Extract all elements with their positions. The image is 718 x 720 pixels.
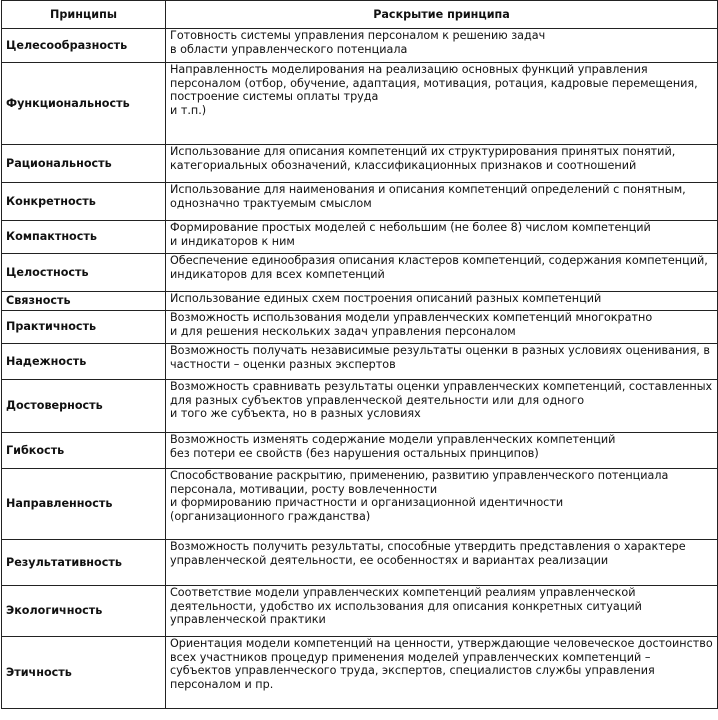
principle-name: Рациональность [2, 145, 166, 183]
principle-name: Функциональность [2, 63, 166, 145]
table-row [2, 311, 718, 344]
table-row [2, 380, 718, 433]
table-row [2, 145, 718, 183]
principle-name: Целостность [2, 254, 166, 292]
description-line: персоналом (отбор, обучение, адаптация, мотивация, ротация, кадровые перемещения, [170, 76, 698, 90]
description-line: управленческой практики [170, 613, 326, 627]
description-line: в области управленческого потенциала [170, 42, 408, 56]
header-principles: Принципы [2, 1, 166, 29]
description-line: персонала, мотивации, росту вовлеченности [170, 482, 438, 496]
description-line: категориальных обозначений, классификационных признаков и соотношений [170, 158, 637, 172]
principles-table [1, 0, 718, 709]
principle-description [166, 29, 718, 63]
table-row [2, 344, 718, 380]
table-row [2, 586, 718, 637]
description-line: Возможность использования модели управленческих компетенций многократно [170, 311, 653, 324]
principle-description [166, 637, 718, 709]
description-line: и индикаторов к ним [170, 234, 295, 248]
principle-name: Компактность [2, 221, 166, 254]
description-line: Возможность получать независимые результаты оценки в разных условиях оценивания, в [170, 344, 711, 357]
description-line: всех участников процедур применения моделей управленческих компетенций – [170, 650, 651, 664]
principle-description [166, 344, 718, 380]
principle-description [166, 469, 718, 540]
principle-name: Гибкость [2, 433, 166, 469]
principle-name: Этичность [2, 637, 166, 709]
table-row [2, 469, 718, 540]
description-line: Формирование простых моделей с небольшим (не более 8) числом компетенций [170, 221, 651, 234]
principle-description [166, 586, 718, 637]
principle-description [166, 292, 718, 311]
principle-name: Экологичность [2, 586, 166, 637]
table-row [2, 183, 718, 221]
description-line: Использование для описания компетенций их структурирования принятых понятий, [170, 145, 676, 158]
table-row [2, 29, 718, 63]
table-row [2, 433, 718, 469]
description-line: Использование единых схем построения описаний разных компетенций [170, 292, 602, 305]
table-row [2, 63, 718, 145]
principle-description [166, 145, 718, 183]
description-line: и того же субъекта, но в разных условиях [170, 407, 421, 421]
description-line: Направленность моделирования на реализацию основных функций управления [170, 63, 648, 76]
principle-name: Конкретность [2, 183, 166, 221]
description-line: и т.п.) [170, 103, 207, 117]
description-line: индикаторов для всех компетенций [170, 267, 385, 281]
principle-description [166, 63, 718, 145]
table-row [2, 540, 718, 586]
description-line: и для решения нескольких задач управления персоналом [170, 324, 516, 338]
principle-name: Надежность [2, 344, 166, 380]
description-line: построение системы оплаты труда [170, 90, 379, 104]
description-line: однозначно трактуемым смыслом [170, 196, 372, 210]
table-row [2, 221, 718, 254]
table-row [2, 637, 718, 709]
principle-name: Связность [2, 292, 166, 311]
description-line: Готовность системы управления персоналом к решению задач [170, 29, 546, 42]
description-line: Способствование раскрытию, применению, развитию управленческого потенциала [170, 469, 669, 482]
description-line: Использование для наименования и описания компетенций определений с понятным, [170, 183, 686, 196]
description-line: (организационного гражданства) [170, 509, 371, 523]
principle-description [166, 183, 718, 221]
principle-description [166, 540, 718, 586]
description-line: без потери ее свойств (без нарушения остальных принципов) [170, 446, 539, 460]
description-line: и формированию причастности и организационной идентичности [170, 496, 564, 510]
description-line: Соответствие модели управленческих компетенций реалиям управленческой [170, 586, 636, 599]
description-line: для разных субъектов управленческой деятельности или для одного [170, 393, 585, 407]
description-line: Ориентация модели компетенций на ценности, утверждающие человеческое достоинство [170, 637, 713, 650]
principle-description [166, 311, 718, 344]
description-line: Возможность получить результаты, способные утвердить представления о характере [170, 540, 686, 553]
principle-description [166, 380, 718, 433]
description-line: Возможность изменять содержание модели управленческих компетенций [170, 433, 616, 446]
principle-name: Результативность [2, 540, 166, 586]
principle-name: Практичность [2, 311, 166, 344]
principle-description [166, 433, 718, 469]
description-line: Обеспечение единообразия описания кластеров компетенций, содержания компетенций, [170, 254, 708, 267]
description-line: Возможность сравнивать результаты оценки управленческих компетенций, составленных [170, 380, 713, 393]
principle-name: Целесообразность [2, 29, 166, 63]
header-description: Раскрытие принципа [166, 1, 718, 29]
principle-description [166, 221, 718, 254]
header-row [2, 1, 718, 29]
description-line: частности – оценки разных экспертов [170, 357, 396, 371]
description-line: персоналом и пр. [170, 677, 274, 691]
table-row [2, 292, 718, 311]
description-line: субъектов управленческого труда, экспертов, специалистов службы управления [170, 664, 655, 678]
description-line: деятельности, удобство их использования для описания конкретных ситуаций [170, 599, 642, 613]
principle-description [166, 254, 718, 292]
principle-name: Направленность [2, 469, 166, 540]
principle-name: Достоверность [2, 380, 166, 433]
table-row [2, 254, 718, 292]
description-line: управленческой деятельности, ее особенностях и вариантах реализации [170, 553, 609, 567]
